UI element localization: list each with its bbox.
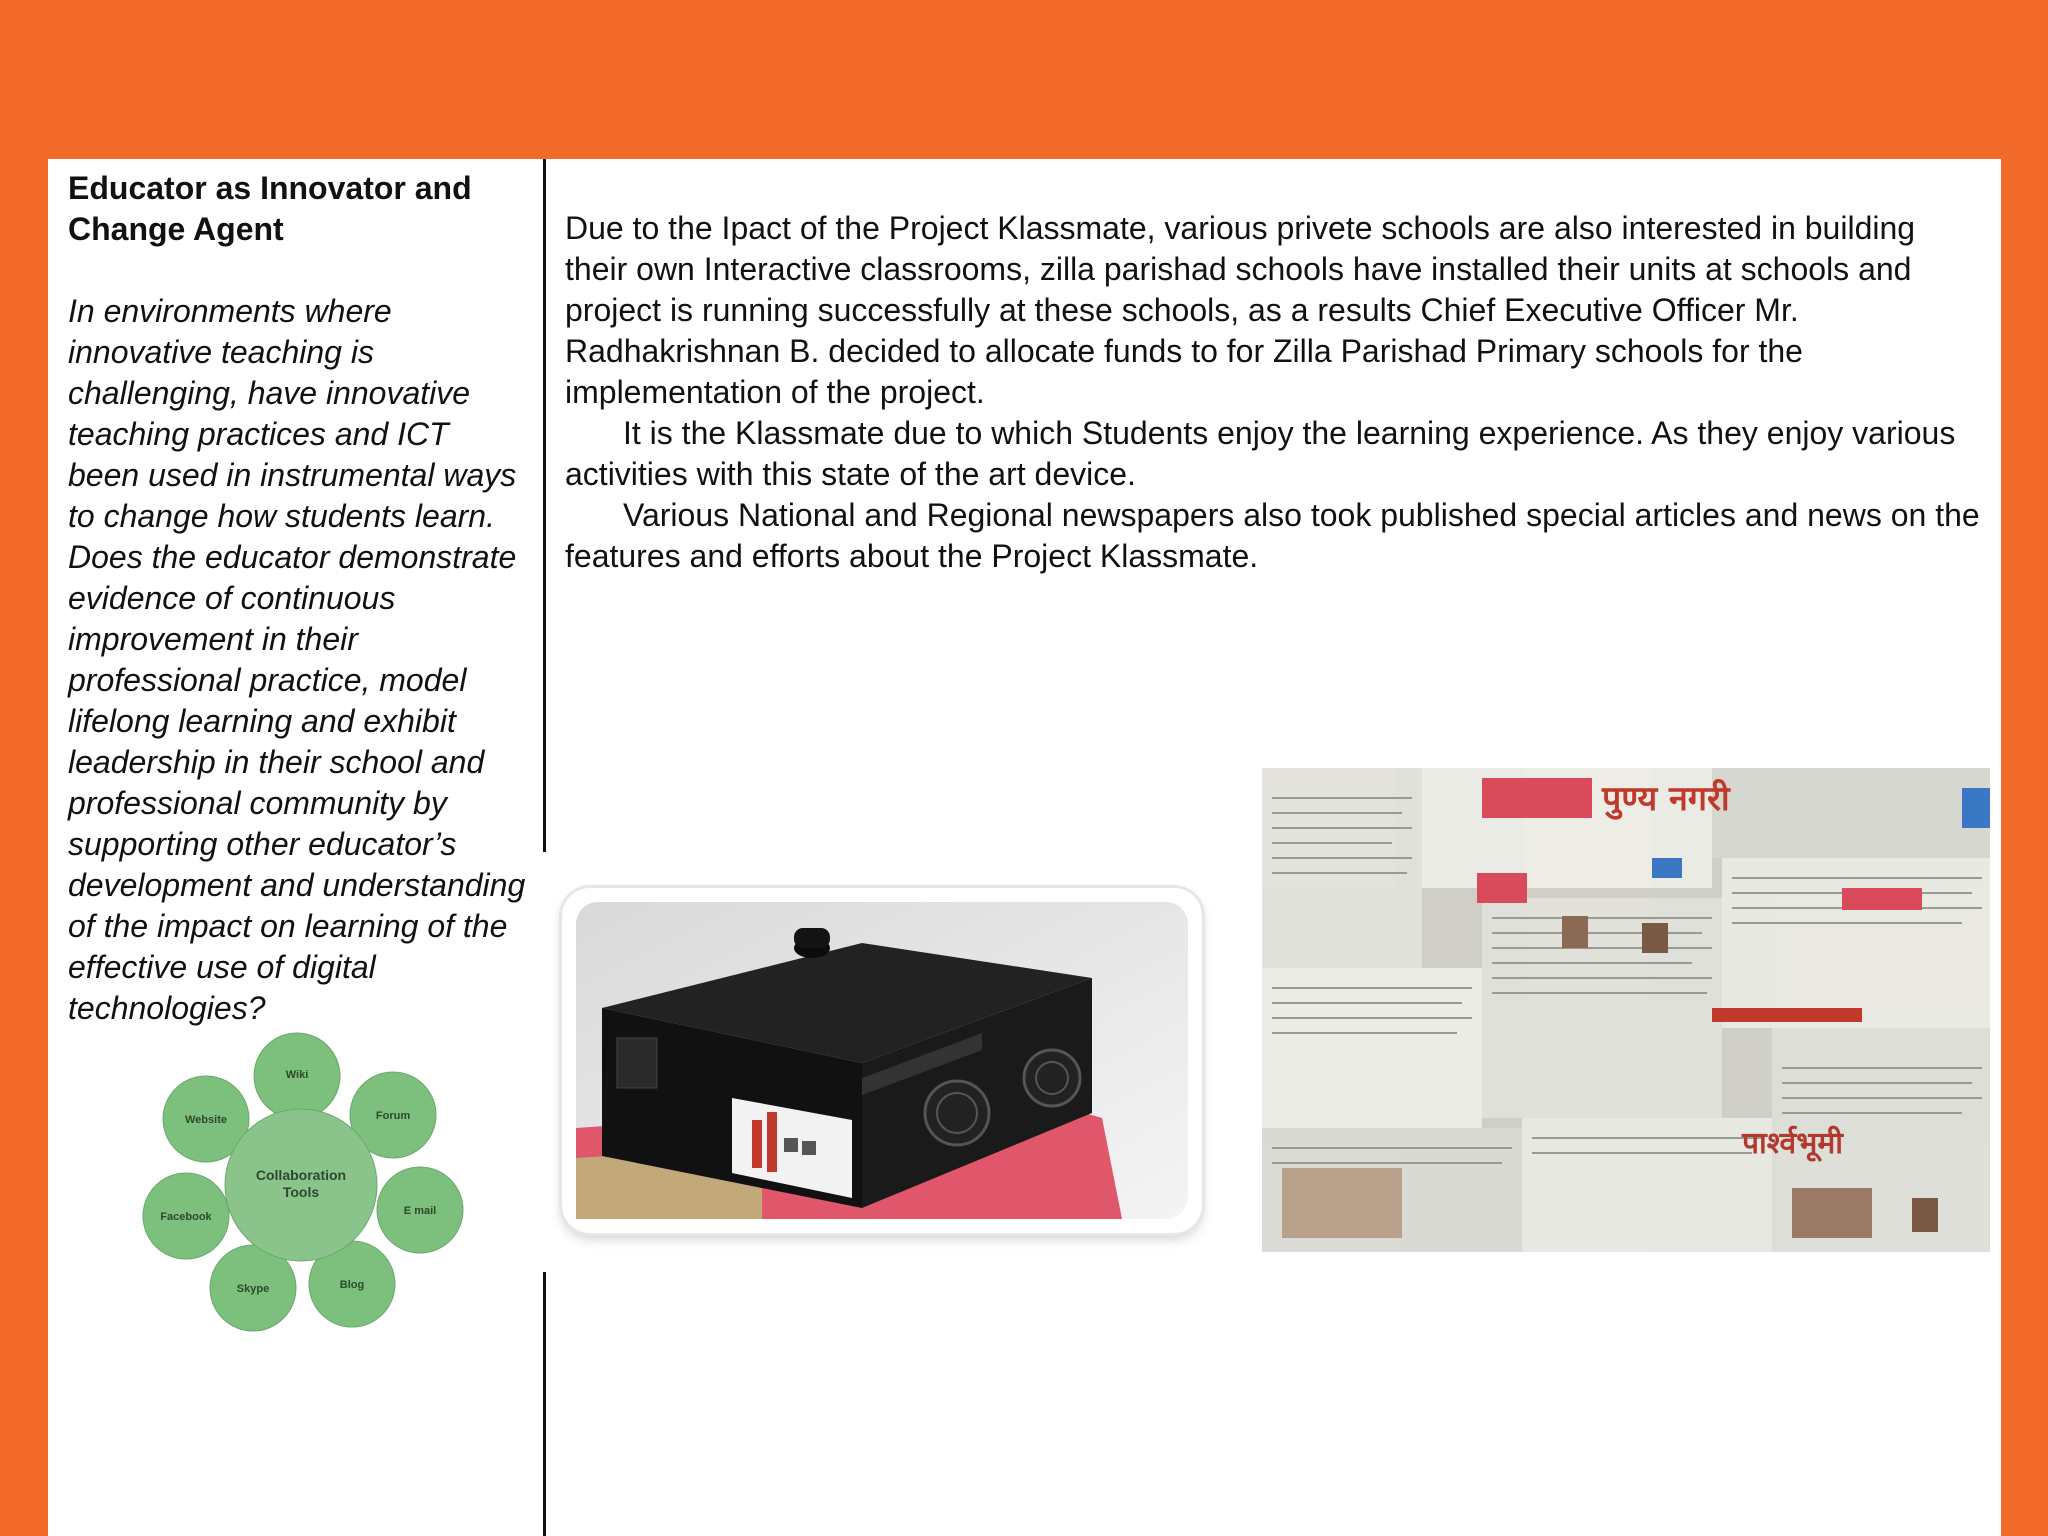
node-label-facebook: Facebook (160, 1211, 212, 1223)
guiding-question: In environments where innovative teaching is challenging, have innovative teaching practices and ICT been used in instrumental ways to change how students learn. Does the educator demonstrate evidence of continuous improvement in their professional practice, model lifelong learning and exhibit leadership in their school and professional community by supporting other educator’s development and understanding of the impact on learning of the effective use of digital technologies? (68, 293, 526, 1026)
center-label-2: Tools (282, 1184, 320, 1200)
node-label-skype: Skype (236, 1283, 270, 1295)
left-column (68, 168, 528, 1029)
column-divider-bottom (543, 1272, 546, 1536)
collaboration-tools-diagram (138, 1030, 468, 1340)
newspaper-collage (1262, 768, 1990, 1252)
node-label-website: Website (185, 1114, 227, 1126)
paragraph-impact: Due to the Ipact of the Project Klassmate, various privete schools are also interested in building their own Interactive classrooms, zilla parishad schools have installed their units at schools and project is running successfully at these schools, as a results Chief Executive Officer Mr. Radhakrishnan B. decided to allocate funds to for Zilla Parishad Primary schools for the implementation of the project. (565, 210, 1916, 410)
klassmate-device-photo (562, 888, 1202, 1233)
right-column (565, 208, 1985, 577)
paragraph-newspapers: Various National and Regional newspapers also took published special articles and news on the features and efforts about the Project Klassmate. (565, 497, 1980, 574)
node-label-email: E mail (403, 1205, 437, 1217)
news-headline-1: पुण्य नगरी (1602, 779, 1730, 819)
node-label-forum: Forum (375, 1110, 411, 1122)
paragraph-students: It is the Klassmate due to which Students enjoy the learning experience. As they enjoy various activities with this state of the art device. (565, 415, 1956, 492)
news-headline-2: पार्श्वभूमी (1742, 1126, 1844, 1161)
column-divider-top (543, 159, 546, 852)
center-label-1: Collaboration (255, 1167, 347, 1183)
node-label-wiki: Wiki (285, 1069, 309, 1081)
node-label-blog: Blog (339, 1279, 365, 1291)
section-title: Educator as Innovator and Change Agent (68, 170, 472, 247)
